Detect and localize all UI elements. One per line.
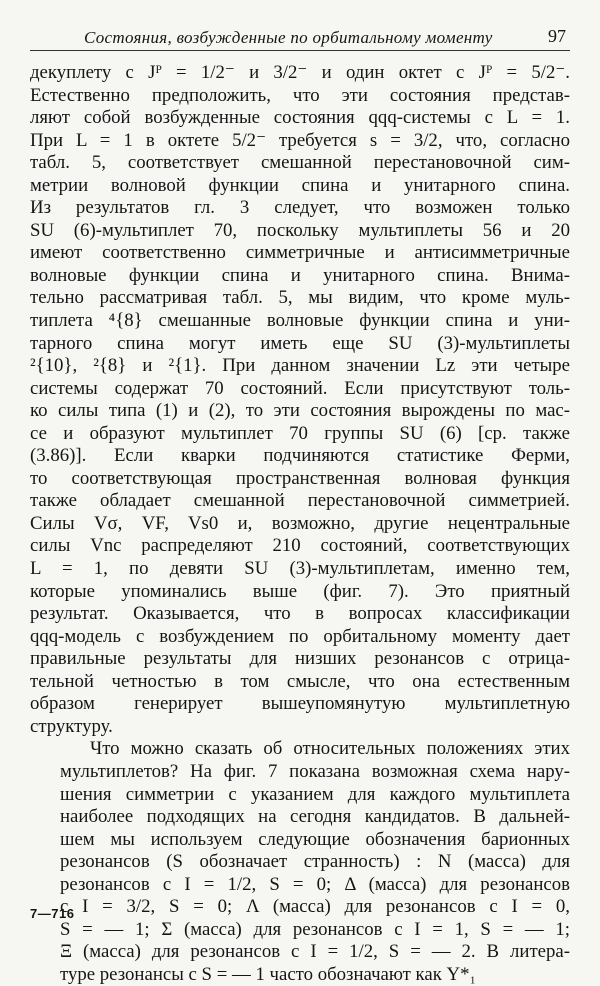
text-line: образом генерирует вышеупомянутую мультиплетную — [30, 693, 570, 715]
text-line: наиболее подходящих на сегодня кандидатов. В дальней- — [60, 806, 570, 828]
text-line: S = — 1; Σ (масса) для резонансов с I = 1, S = — 1; — [60, 918, 570, 940]
text-line: Из результатов гл. 3 следует, что возможен только — [30, 197, 570, 219]
text-line: правильные результаты для низших резонансов с отрица- — [30, 648, 570, 670]
text-line: (3.86)]. Если кварки подчиняются статистике Ферми, — [30, 445, 570, 467]
text-line: При L = 1 в октете 5/2⁻ требуется s = 3/2, что, согласно — [30, 129, 570, 151]
text-line: также обладает смешанной перестановочной симметрией. — [30, 490, 570, 512]
text-line: структуру. — [30, 715, 113, 737]
text-line: шения симметрии с указанием для каждого мультиплета — [60, 783, 570, 805]
running-title: Состояния, возбужденные по орбитальному моменту — [84, 28, 493, 47]
text-line: мультиплетов? На фиг. 7 показана возможная схема нару- — [60, 760, 570, 782]
text-line: которые упоминались выше (фиг. 7). Это приятный — [30, 580, 570, 602]
text-line: типлета ⁴{8} смешанные волновые функции спина и уни- — [30, 310, 570, 332]
text-line: табл. 5, соответствует смешанной перестановочной сим- — [30, 152, 570, 174]
paragraph — [30, 62, 570, 738]
text-line: Что можно сказать об относительных положениях этих — [90, 738, 570, 760]
text-line: резонансов (S обозначает странность) : N (масса) для — [60, 851, 570, 873]
text-line: результат. Оказывается, что в вопросах классификации — [30, 603, 570, 625]
text-line: Естественно предположить, что эти состояния представ- — [30, 84, 570, 106]
text-line: ко силы типа (1) и (2), то эти состояния вырождены по мас- — [30, 400, 570, 422]
text-line: силы Vnc распределяют 210 состояний, соответствующих — [30, 535, 570, 557]
body-text — [30, 62, 570, 986]
printer-signature: 7—716 — [30, 906, 75, 921]
text-line: с I = 3/2, S = 0; Λ (масса) для резонансов с I = 0, — [60, 896, 570, 918]
text-line: L = 1, по девяти SU (3)-мультиплетам, именно тем, — [30, 558, 570, 580]
text-line: декуплету с Jᴾ = 1/2⁻ и 3/2⁻ и один октет с Jᴾ = 5/2⁻. — [30, 62, 570, 83]
text-line: тельной четностью в том смысле, что она естественным — [30, 670, 570, 692]
text-line: то соответствующая пространственная волновая функция — [30, 467, 570, 489]
text-line: qqq-модель с возбуждением по орбитальному моменту дает — [30, 625, 570, 647]
paragraph — [30, 738, 570, 986]
text-line: туре резонансы с S = — 1 часто обозначают как Y*₁ — [60, 963, 477, 985]
text-line: ляют собой возбужденные состояния qqq-системы с L = 1. — [30, 107, 570, 129]
text-line: ²{10}, ²{8} и ²{1}. При данном значении Lz эти четыре — [30, 355, 570, 377]
page-number: 97 — [548, 26, 566, 46]
text-line: метрии волновой функции спина и унитарного спина. — [30, 174, 570, 196]
text-line: волновые функции спина и унитарного спина. Внима- — [30, 264, 570, 286]
text-line: тельно рассматривая табл. 5, мы видим, что кроме муль- — [30, 287, 570, 309]
text-line: се и образуют мультиплет 70 группы SU (6) [ср. также — [30, 422, 570, 444]
running-header — [30, 26, 570, 51]
text-line: шем мы используем следующие обозначения барионных — [60, 828, 570, 850]
text-line: Ξ (масса) для резонансов с I = 1/2, S = — 2. В литера- — [60, 941, 570, 963]
text-line: Силы Vσ, VF, Vs0 и, возможно, другие нецентральные — [30, 512, 570, 534]
text-line: системы содержат 70 состояний. Если присутствуют толь- — [30, 377, 570, 399]
text-line: имеют соответственно симметричные и антисимметричные — [30, 242, 570, 264]
text-line: SU (6)-мультиплет 70, поскольку мультиплеты 56 и 20 — [30, 219, 570, 241]
text-line: тарного спина могут иметь еще SU (3)-мультиплеты — [30, 332, 570, 354]
text-line: резонансов с I = 1/2, S = 0; Δ (масса) для резонансов — [60, 873, 570, 895]
